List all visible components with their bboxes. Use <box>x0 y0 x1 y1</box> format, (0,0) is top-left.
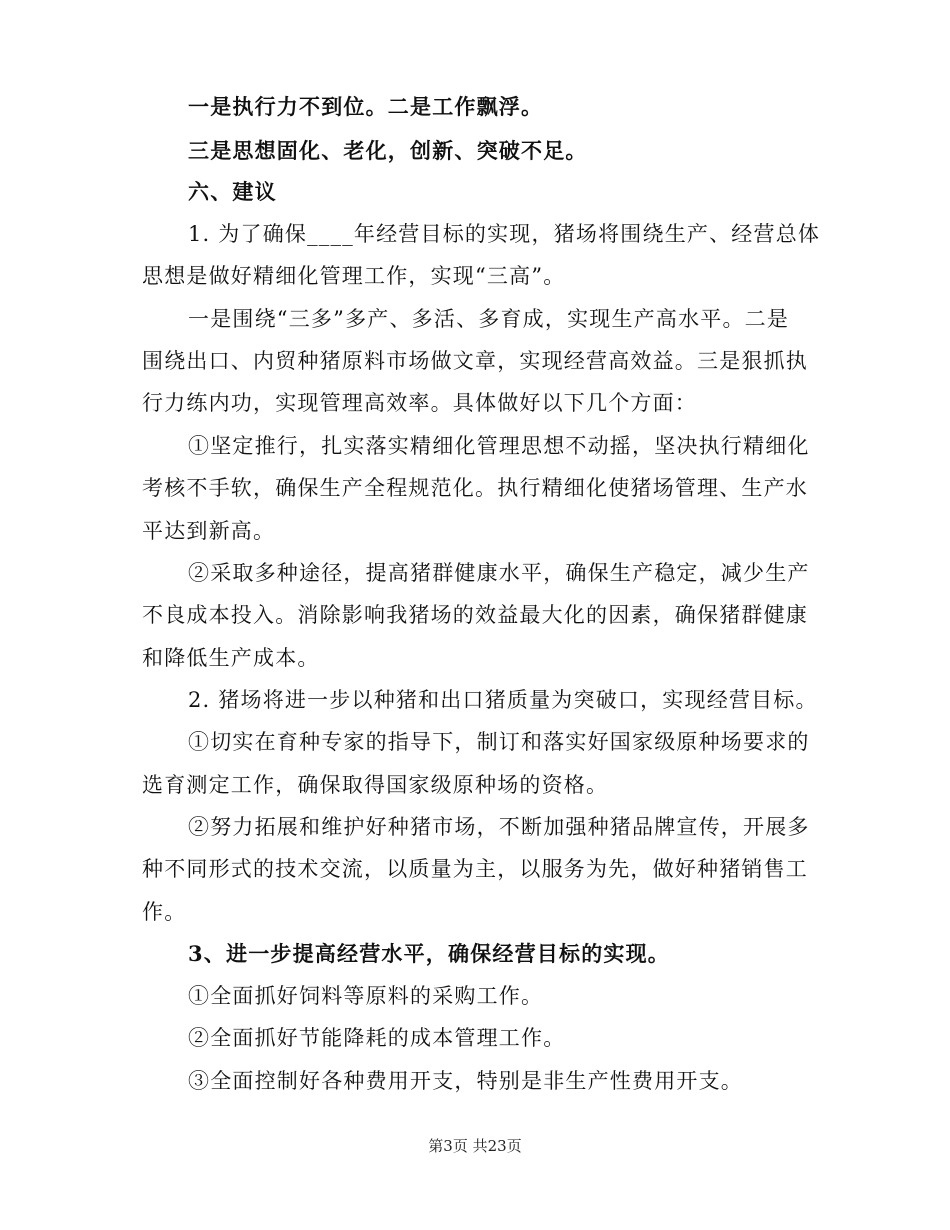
paragraph-line: 2. 猪场将进一步以种猪和出口猪质量为突破口，实现经营目标。 <box>188 688 818 712</box>
paragraph-line: 思想是做好精细化管理工作，实现“三高”。 <box>142 264 566 288</box>
paragraph-line: 平达到新高。 <box>142 519 276 543</box>
paragraph-line: 1. 为了确保____年经营目标的实现，猪场将围绕生产、经营总体 <box>188 222 821 246</box>
paragraph-line: 围绕出口、内贸种猪原料市场做文章，实现经营高效益。三是狠抓执 <box>142 349 808 373</box>
paragraph-line: 选育测定工作，确保取得国家级原种场的资格。 <box>142 773 609 797</box>
paragraph-line: 行力练内功，实现管理高效率。具体做好以下几个方面： <box>142 391 697 415</box>
paragraph-line: 和降低生产成本。 <box>142 646 320 670</box>
paragraph-line: 三是思想固化、老化，创新、突破不足。 <box>188 138 588 163</box>
page-number: 第3页 共23页 <box>428 1137 522 1155</box>
paragraph-line: 一是围绕“三多”多产、多活、多育成，实现生产高水平。二是 <box>188 307 790 331</box>
paragraph-line: 考核不手软，确保生产全程规范化。执行精细化使猪场管理、生产水 <box>142 476 808 500</box>
paragraph-line: 作。 <box>142 900 187 924</box>
list-item: ②全面抓好节能降耗的成本管理工作。 <box>188 1026 566 1050</box>
section-heading: 3、进一步提高经营水平，确保经营目标的实现。 <box>188 941 671 966</box>
paragraph-line: 种不同形式的技术交流，以质量为主，以服务为先，做好种猪销售工 <box>142 857 808 881</box>
paragraph-line: 不良成本投入。消除影响我猪场的效益最大化的因素，确保猪群健康 <box>142 603 808 627</box>
section-heading: 六、建议 <box>188 179 277 204</box>
paragraph-line: ②努力拓展和维护好种猪市场，不断加强种猪品牌宣传，开展多 <box>188 815 810 839</box>
paragraph-line: ②采取多种途径，提高猪群健康水平，确保生产稳定，减少生产 <box>188 561 810 585</box>
list-item: ③全面控制好各种费用开支，特别是非生产性费用开支。 <box>188 1069 743 1093</box>
paragraph-line: ①坚定推行，扎实落实精细化管理思想不动摇，坚决执行精细化 <box>188 434 810 458</box>
paragraph-line: 一是执行力不到位。二是工作飘浮。 <box>188 94 544 119</box>
list-item: ①全面抓好饲料等原料的采购工作。 <box>188 984 544 1008</box>
paragraph-line: ①切实在育种专家的指导下，制订和落实好国家级原种场要求的 <box>188 730 810 754</box>
